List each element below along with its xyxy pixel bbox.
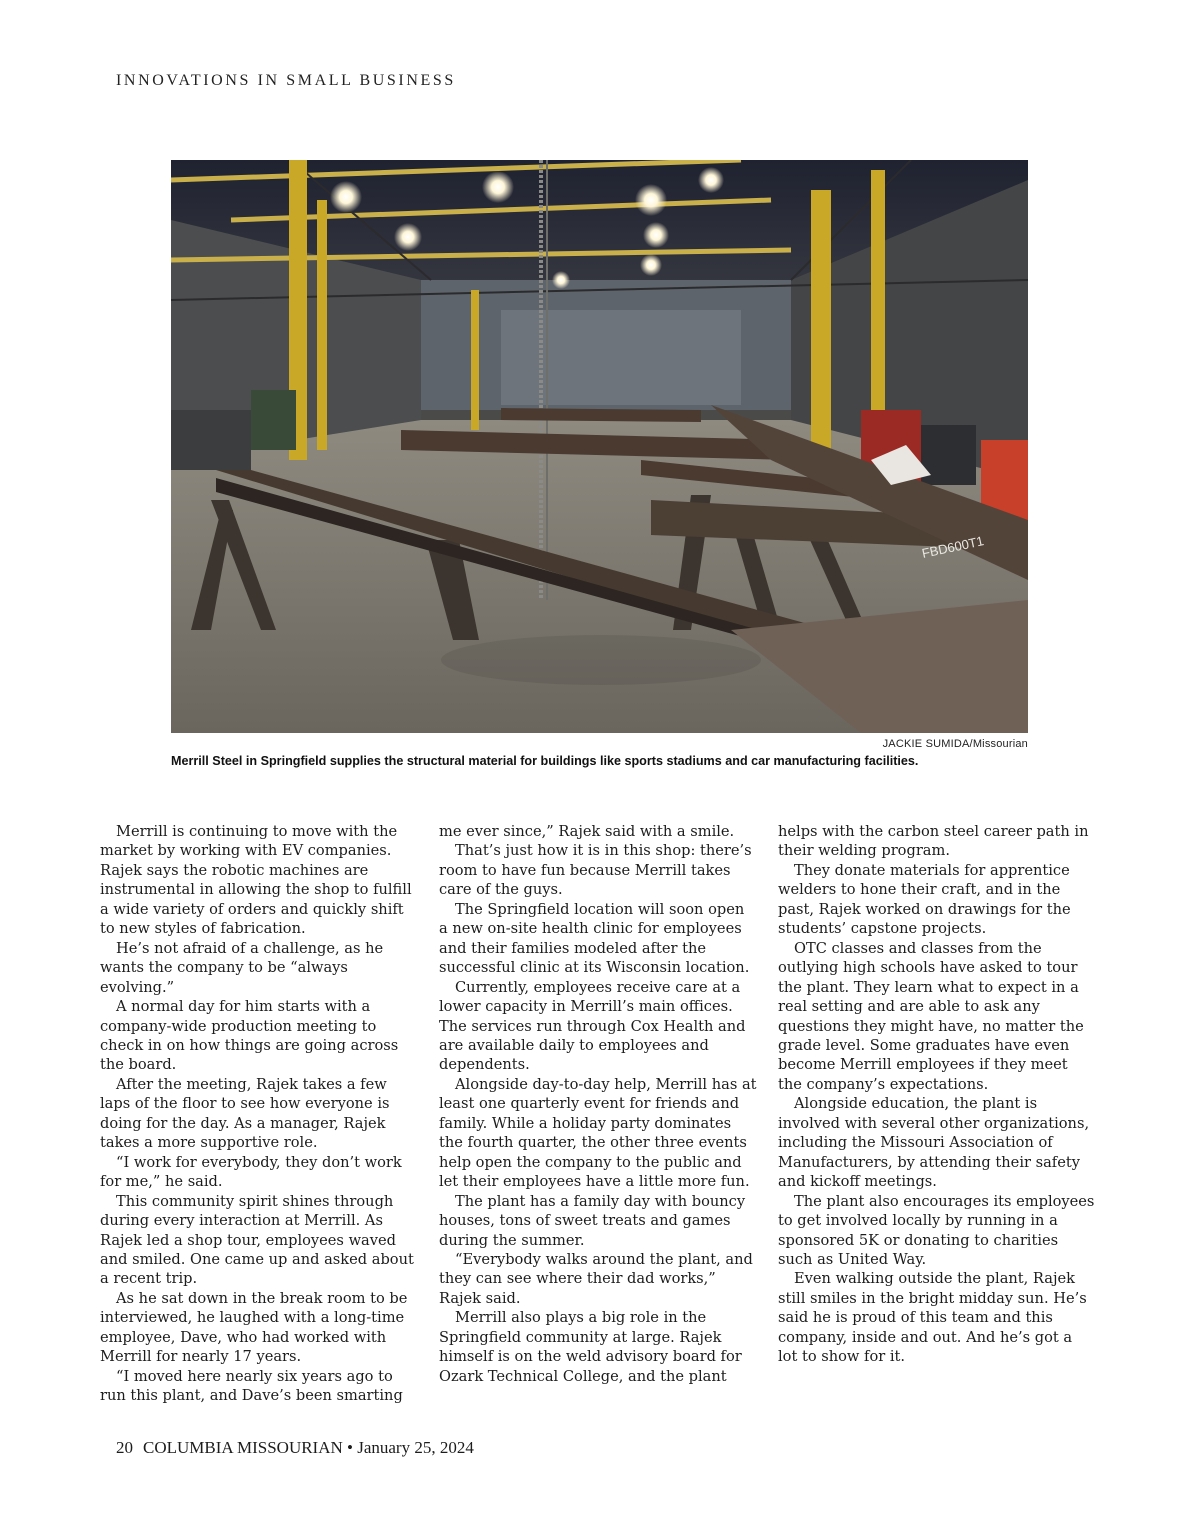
article-paragraph: They donate materials for apprentice welders to hone their craft, and in the past, Rajek worked on drawings for the students’ capstone projects. <box>778 861 1071 938</box>
article-paragraph: OTC classes and classes from the outlying high schools have asked to tour the plant. They learn what to expect in a real setting and are able to ask any questions they might have, no matter the grade level. Some graduates have even become Merrill employees if they meet the company’s expectations. <box>778 939 1084 1093</box>
article-paragraph: A normal day for him starts with a company-wide production meeting to check in on how things are going across the board. <box>100 998 399 1074</box>
article-paragraph: He’s not afraid of a challenge, as he wants the company to be “always evolving.” <box>100 939 384 996</box>
photo-credit: JACKIE SUMIDA/Missourian <box>882 738 1028 750</box>
page-number: 20 <box>116 1438 133 1457</box>
article-paragraph: me ever since,” Rajek said with a smile. <box>439 823 735 840</box>
article-paragraph: That’s just how it is in this shop: there’s room to have fun because Merrill takes care of the guys. <box>439 842 752 899</box>
section-label: INNOVATIONS IN SMALL BUSINESS <box>116 72 456 89</box>
article-paragraph: After the meeting, Rajek takes a few laps of the floor to see how everyone is doing for the day. As a manager, Rajek takes a more supportive role. <box>100 1075 390 1152</box>
article-paragraph: The Springfield location will soon open a new on-site health clinic for employees and their families modeled after the successful clinic at its Wisconsin location. <box>439 900 750 977</box>
photo-caption: Merrill Steel in Springfield supplies the structural material for buildings like sports stadiums and car manufacturing facilities. <box>171 754 919 768</box>
article-paragraph: “I work for everybody, they don’t work for me,” he said. <box>100 1153 402 1191</box>
article-paragraph: Currently, employees receive care at a lower capacity in Merrill’s main offices. The services run through Cox Health and are available daily to employees and dependents. <box>439 978 746 1074</box>
article-paragraph: The plant has a family day with bouncy houses, tons of sweet treats and games during the summer. <box>439 1192 746 1249</box>
article-paragraph: helps with the carbon steel career path in their welding program. <box>778 823 1089 860</box>
article-column-3 <box>778 822 1096 1367</box>
article-paragraph: Merrill also plays a big role in the Springfield community at large. Rajek himself is on the weld advisory board for Ozark Technical College, and the plant <box>439 1309 742 1385</box>
article-paragraph: The plant also encourages its employees to get involved locally by running in a sponsored 5K or donating to charities such as United Way. <box>778 1192 1095 1268</box>
beam-marking: FBD600T1 <box>920 533 986 561</box>
publication-line: COLUMBIA MISSOURIAN • January 25, 2024 <box>143 1438 474 1457</box>
steel-beams-illustration <box>171 160 1028 733</box>
article-paragraph: Alongside day-to-day help, Merrill has at least one quarterly event for friends and family. While a holiday party dominates the fourth quarter, the other three events help open the company to the public and let their employees have a little more fun. <box>439 1075 757 1191</box>
article-column-1 <box>100 822 418 1406</box>
article-paragraph: Even walking outside the plant, Rajek still smiles in the bright midday sun. He’s said he is proud of this team and this company, inside and out. And he’s got a lot to show for it. <box>778 1270 1087 1366</box>
article-paragraph: This community spirit shines through during every interaction at Merrill. As Rajek led a shop tour, employees waved and smiled. One came up and asked about a recent trip. <box>100 1192 414 1288</box>
article-paragraph: “Everybody walks around the plant, and they can see where their dad works,” Rajek said. <box>439 1250 753 1307</box>
page-footer <box>116 1438 484 1458</box>
article-paragraph: “I moved here nearly six years ago to run this plant, and Dave’s been smarting <box>100 1367 403 1405</box>
factory-floor-photo <box>171 160 1028 733</box>
article-paragraph: As he sat down in the break room to be interviewed, he laughed with a long-time employee, Dave, who had worked with Merrill for nearly 17 years. <box>100 1289 408 1366</box>
article-column-2 <box>439 822 757 1386</box>
article-paragraph: Alongside education, the plant is involved with several other organizations, including the Missouri Association of Manufacturers, by attending their safety and kickoff meetings. <box>778 1095 1090 1191</box>
article-paragraph: Merrill is continuing to move with the market by working with EV companies. Rajek says the robotic machines are instrumental in allowing the shop to fulfill a wide variety of orders and quickly shift to new styles of fabrication. <box>100 823 412 938</box>
